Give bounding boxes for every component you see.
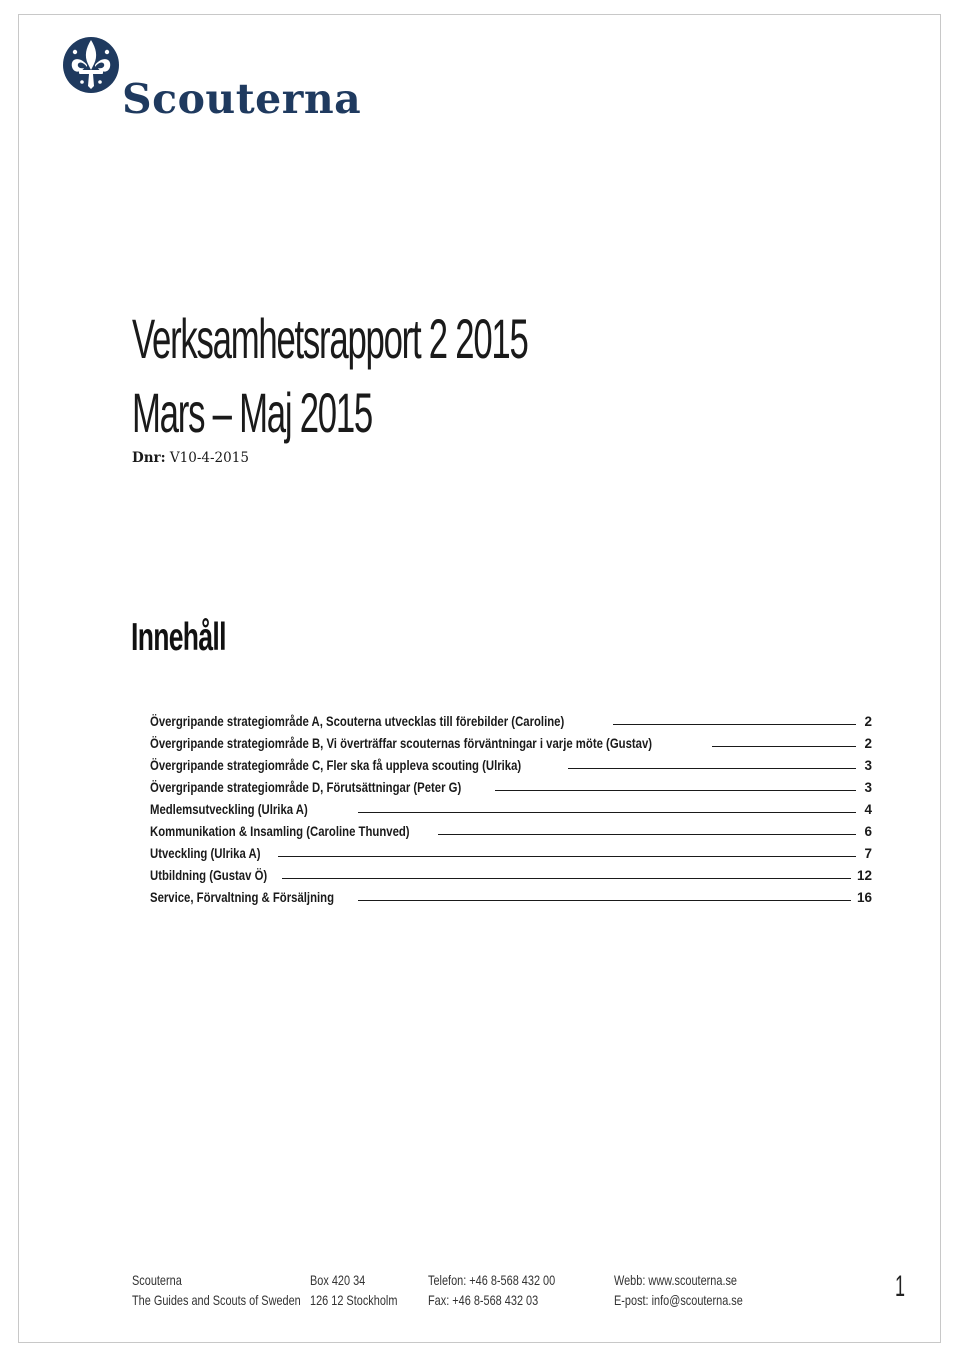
toc-entry[interactable]: [150, 729, 872, 751]
footer-address-line2: 126 12 Stockholm: [310, 1292, 398, 1308]
toc-entry[interactable]: [150, 839, 872, 861]
toc-leader: [358, 811, 856, 813]
page-number: 1: [895, 1270, 906, 1303]
diary-number: [132, 450, 249, 466]
toc-entry-text: Övergripande strategiområde A, Scouterna utvecklas till förebilder (Caroline): [150, 714, 565, 729]
footer-telephone: Telefon: +46 8-568 432 00: [428, 1272, 556, 1288]
footer-org-sub: The Guides and Scouts of Sweden: [132, 1292, 301, 1308]
toc-entry[interactable]: [150, 817, 872, 839]
toc-leader: [358, 899, 851, 901]
toc-entry-text: Utveckling (Ulrika A): [150, 846, 261, 861]
footer-organization: [132, 1270, 301, 1310]
toc-entry-page: 3: [864, 780, 872, 795]
footer-web: [614, 1270, 743, 1310]
footer-website-link[interactable]: Webb: www.scouterna.se: [614, 1272, 738, 1288]
footer-org-name: Scouterna: [132, 1272, 182, 1288]
toc-entry-text: Övergripande strategiområde C, Fler ska få uppleva scouting (Ulrika): [150, 758, 522, 773]
toc-entry-text: Kommunikation & Insamling (Caroline Thunved): [150, 824, 410, 839]
document-subtitle: Mars – Maj 2015: [132, 381, 372, 444]
toc-entry[interactable]: [150, 795, 872, 817]
toc-leader: [568, 767, 856, 769]
toc-leader: [613, 723, 856, 725]
toc-entry[interactable]: [150, 707, 872, 729]
toc-entry-page: 7: [864, 846, 872, 861]
toc-entry-page: 2: [864, 736, 872, 751]
document-title: Verksamhetsrapport 2 2015: [132, 307, 528, 370]
toc-entry-text: Övergripande strategiområde B, Vi överträffar scouternas förväntningar i varje möte (Gustav): [150, 736, 653, 751]
toc-entry[interactable]: [150, 861, 872, 883]
table-of-contents: [150, 707, 872, 905]
scouterna-logo: [62, 34, 362, 124]
toc-entry-text: Utbildning (Gustav Ö): [150, 868, 268, 883]
toc-entry[interactable]: [150, 883, 872, 905]
toc-entry[interactable]: [150, 751, 872, 773]
toc-leader: [282, 877, 851, 879]
diary-number-label: Dnr:: [132, 450, 166, 466]
footer-address-line1: Box 420 34: [310, 1272, 366, 1288]
toc-entry-text: Övergripande strategiområde D, Förutsättningar (Peter G): [150, 780, 462, 795]
toc-leader: [495, 789, 856, 791]
toc-entry-text: Service, Förvaltning & Försäljning: [150, 890, 334, 905]
toc-leader: [712, 745, 856, 747]
toc-entry-text: Medlemsutveckling (Ulrika A): [150, 802, 308, 817]
logo-wordmark: Scouterna: [122, 75, 362, 123]
footer-email-link[interactable]: E-post: info@scouterna.se: [614, 1292, 743, 1308]
fleur-de-lis-icon: [62, 34, 120, 96]
toc-entry-page: 3: [864, 758, 872, 773]
toc-leader: [278, 855, 856, 857]
footer-phone: [428, 1270, 555, 1310]
toc-entry-page: 2: [864, 714, 872, 729]
toc-leader: [438, 833, 856, 835]
toc-entry[interactable]: [150, 773, 872, 795]
toc-entry-page: 12: [856, 868, 872, 883]
toc-entry-page: 4: [864, 802, 872, 817]
toc-heading: Innehåll: [131, 616, 226, 659]
document-page: [18, 14, 941, 1343]
diary-number-value: V10-4-2015: [169, 450, 249, 466]
footer-address: [310, 1270, 397, 1310]
toc-entry-page: 6: [864, 824, 872, 839]
footer-fax: Fax: +46 8-568 432 03: [428, 1292, 539, 1308]
toc-entry-page: 16: [856, 890, 872, 905]
